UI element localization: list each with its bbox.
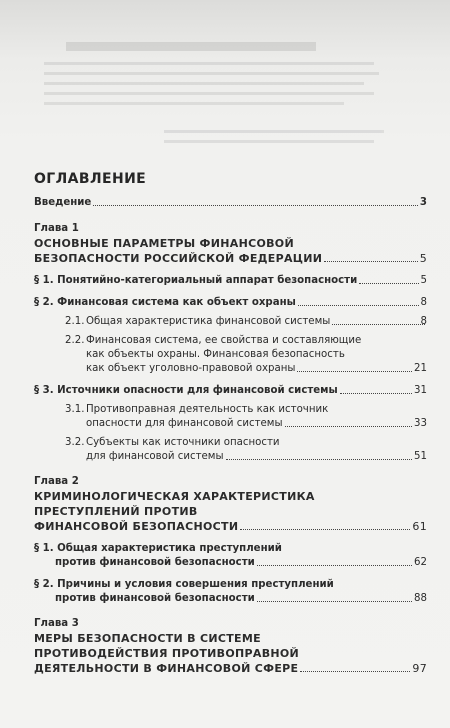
toc-entry-chapter-3[interactable]	[34, 661, 427, 676]
toc-page-number: 62	[414, 557, 427, 568]
toc-entry-chapter-1[interactable]	[34, 251, 427, 266]
toc-entry-subsection[interactable]	[34, 334, 427, 376]
bleed-through-heading	[66, 42, 316, 51]
toc-page-number: 3	[419, 197, 427, 208]
subsection-number: 3.2.	[65, 437, 85, 448]
subsection-number: 2.1.	[65, 316, 85, 327]
toc-page-number: 51	[414, 451, 427, 462]
chapter-title-line: БЕЗОПАСНОСТИ РОССИЙСКОЙ ФЕДЕРАЦИИ	[34, 252, 323, 265]
toc-page-number: 5	[420, 275, 427, 286]
toc-entry-label: Субъекты как источники опасности	[86, 437, 280, 448]
toc-entry-section[interactable]	[34, 578, 427, 606]
toc-entry-label: § 3. Источники опасности для финансовой системы	[34, 385, 338, 396]
chapter-label: Глава 2	[34, 476, 79, 487]
toc-entry-label: § 1. Общая характеристика преступлений	[34, 543, 282, 554]
toc-page-number: 21	[414, 363, 427, 374]
bleed-through-line	[44, 102, 344, 105]
toc-page-number: 8	[420, 297, 427, 308]
toc-entry-label: Противоправная деятельность как источник	[86, 404, 329, 415]
dot-leader	[332, 324, 425, 325]
chapter-title-line: ПРЕСТУПЛЕНИЙ ПРОТИВ	[34, 505, 198, 518]
toc-entry-label: § 2. Финансовая система как объект охраны	[34, 297, 296, 308]
toc-entry-label: Общая характеристика финансовой системы	[86, 316, 331, 327]
toc-entry-label: против финансовой безопасности	[55, 557, 255, 568]
toc-entry-intro[interactable]	[34, 196, 427, 210]
toc-entry-section[interactable]	[34, 542, 427, 570]
toc-page-number: 61	[412, 520, 427, 533]
bleed-through-line	[44, 62, 374, 65]
toc-entry-label: опасности для финансовой системы	[86, 418, 283, 429]
bleed-through-line	[44, 82, 364, 85]
dot-leader	[93, 205, 418, 206]
dot-leader	[240, 529, 410, 530]
table-of-contents	[34, 172, 427, 676]
toc-entry-section[interactable]	[34, 296, 427, 310]
toc-page-number: 33	[414, 418, 427, 429]
bleed-through-line	[164, 130, 384, 133]
dot-leader	[226, 459, 413, 460]
chapter-title-line: ФИНАНСОВОЙ БЕЗОПАСНОСТИ	[34, 520, 239, 533]
dot-leader	[324, 261, 417, 262]
chapter-title-line: КРИМИНОЛОГИЧЕСКАЯ ХАРАКТЕРИСТИКА	[34, 490, 315, 503]
dot-leader	[297, 371, 412, 372]
dot-leader	[340, 393, 412, 394]
dot-leader	[298, 305, 419, 306]
toc-entry-label: как объекты охраны. Финансовая безопасность	[86, 349, 345, 360]
toc-entry-section[interactable]	[34, 274, 427, 288]
toc-heading: ОГЛАВЛЕНИЕ	[34, 171, 147, 187]
bleed-through-line	[44, 92, 374, 95]
dot-leader	[257, 601, 412, 602]
bleed-through-text	[44, 0, 420, 150]
chapter-label: Глава 1	[34, 223, 79, 234]
toc-entry-subsection[interactable]: 2.1. Общая характеристика финансовой системы 8	[65, 316, 427, 327]
subsection-number: 3.1.	[65, 404, 85, 415]
toc-entry-label: Финансовая система, ее свойства и составляющие	[86, 335, 362, 346]
toc-entry-label: против финансовой безопасности	[55, 593, 255, 604]
chapter-title-line: ПРОТИВОДЕЙСТВИЯ ПРОТИВОПРАВНОЙ	[34, 647, 300, 660]
toc-page-number: 31	[414, 385, 427, 396]
toc-entry-subsection[interactable]	[34, 403, 427, 431]
toc-entry-chapter-2[interactable]	[34, 519, 427, 534]
toc-entry-label: как объект уголовно-правовой охраны	[86, 363, 296, 374]
chapter-label: Глава 3	[34, 618, 79, 629]
toc-page-number: 97	[412, 662, 427, 675]
chapter-title-line: ОСНОВНЫЕ ПАРАМЕТРЫ ФИНАНСОВОЙ	[34, 237, 294, 250]
toc-entry-label: Введение	[34, 197, 92, 208]
dot-leader	[300, 671, 410, 672]
bleed-through-line	[164, 140, 374, 143]
toc-page-number: 88	[414, 593, 427, 604]
dot-leader	[359, 283, 418, 284]
dot-leader	[285, 426, 413, 427]
bleed-through-line	[44, 72, 379, 75]
subsection-number: 2.2.	[65, 335, 85, 346]
toc-entry-label: § 2. Причины и условия совершения преступлений	[34, 579, 334, 590]
toc-entry-section[interactable]	[34, 384, 427, 398]
toc-entry-label: для финансовой системы	[86, 451, 224, 462]
toc-entry-subsection[interactable]	[34, 436, 427, 464]
dot-leader	[257, 565, 412, 566]
chapter-title-line: МЕРЫ БЕЗОПАСНОСТИ В СИСТЕМЕ	[34, 632, 261, 645]
chapter-title-line: ДЕЯТЕЛЬНОСТИ В ФИНАНСОВОЙ СФЕРЕ	[34, 662, 299, 675]
toc-page-number: 5	[419, 252, 427, 265]
toc-entry-label: § 1. Понятийно-категориальный аппарат безопасности	[34, 275, 358, 286]
